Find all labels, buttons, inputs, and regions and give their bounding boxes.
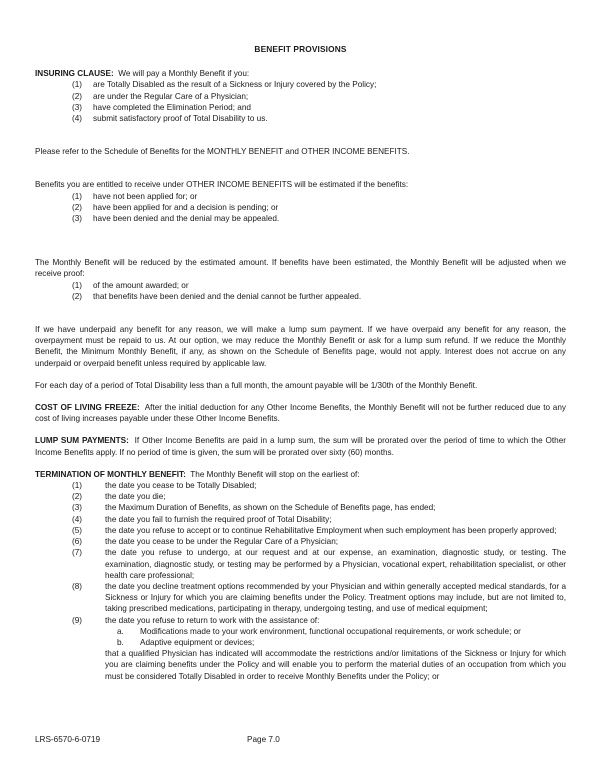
estimated-benefits-list <box>35 191 566 225</box>
cost-of-living-freeze-heading: COST OF LIVING FREEZE: <box>35 403 140 413</box>
reduction-lead: The Monthly Benefit will be reduced by the estimated amount. If benefits have been estimated, the Monthly Benefit will be adjusted when we receive proof: <box>35 258 566 279</box>
list-item <box>35 480 566 491</box>
list-marker: (3) <box>72 102 83 112</box>
list-item-text: the date you fail to furnish the required proof of Total Disability; <box>105 514 332 524</box>
list-marker: (7) <box>72 548 83 558</box>
sub-list-marker: a. <box>117 626 124 636</box>
sub-list-item <box>105 626 566 637</box>
insuring-clause-lead-text: We will pay a Monthly Benefit if you: <box>118 69 250 79</box>
termination-list <box>35 480 566 682</box>
list-item-text: the date you cease to be under the Regular Care of a Physician; <box>105 537 339 547</box>
list-marker: (1) <box>72 280 83 290</box>
partial-month-paragraph: For each day of a period of Total Disability less than a full month, the amount payable will be 1/30th of the Monthly Benefit. <box>35 380 478 390</box>
list-marker: (3) <box>72 503 83 513</box>
page-number: Page 7.0 <box>247 735 280 744</box>
document-body <box>35 44 566 682</box>
list-item <box>35 502 566 513</box>
estimated-benefits-lead: Benefits you are entitled to receive under OTHER INCOME BENEFITS will be estimated if the benefits: <box>35 180 409 190</box>
list-item <box>35 291 566 302</box>
page-footer <box>35 735 566 747</box>
list-item-text: the date you refuse to undergo, at our request and at our expense, an examination, diagnostic study, or testing. The examination, diagnostic study, or testing may be performed by a Physician, vocational expert, rehabilitation specialist, or other health care professional; <box>105 548 566 580</box>
list-item <box>35 525 566 536</box>
sub-list-marker: b. <box>117 637 124 647</box>
form-code: LRS-6570-6-0719 <box>35 735 101 744</box>
list-marker: (1) <box>72 80 83 90</box>
list-item <box>35 91 566 102</box>
schedule-reference-paragraph: Please refer to the Schedule of Benefits for the MONTHLY BENEFIT and OTHER INCOME BENEFITS. <box>35 147 410 157</box>
termination-lead-text: The Monthly Benefit will stop on the earliest of: <box>190 469 360 479</box>
list-marker: (2) <box>72 492 83 502</box>
list-item-text: the date you cease to be Totally Disabled; <box>105 481 257 491</box>
list-marker: (4) <box>72 114 83 124</box>
cost-of-living-freeze-paragraph <box>35 402 566 424</box>
spacer <box>35 391 566 402</box>
list-marker: (2) <box>72 91 83 101</box>
spacer <box>35 157 566 179</box>
list-item-text: of the amount awarded; or <box>93 280 189 290</box>
list-item-text: are under the Regular Care of a Physician; <box>93 91 249 101</box>
list-item-text: the date you refuse to return to work with the assistance of: <box>105 615 320 625</box>
list-marker: (6) <box>72 537 83 547</box>
list-item-text: submit satisfactory proof of Total Disability to us. <box>93 114 268 124</box>
termination-heading: TERMINATION OF MONTHLY BENEFIT: <box>35 469 186 479</box>
list-marker: (2) <box>72 202 83 212</box>
insuring-clause-lead <box>35 68 566 79</box>
overpayment-paragraph: If we have underpaid any benefit for any reason, we will make a lump sum payment. If we have overpaid any benefit for any reason, the overpayment must be repaid to us. At our option, we may reduce the Monthly Benefit or ask for a lump sum refund. If we reduce the Monthly Benefit, the Minimum Monthly Benefit, if any, as shown on the Schedule of Benefits page, would not apply. Interest does not accrue on any underpaid or overpaid benefit unless required by applicable law. <box>35 325 566 368</box>
termination-sublist <box>105 626 566 648</box>
list-marker: (8) <box>72 581 83 591</box>
list-item <box>35 514 566 525</box>
list-item-text: are Totally Disabled as the result of a Sickness or Injury covered by the Policy; <box>93 80 377 90</box>
list-item <box>35 79 566 90</box>
list-marker: (9) <box>72 615 83 625</box>
spacer <box>35 224 566 246</box>
cost-of-living-freeze-text: After the initial deduction for any Other Income Benefits, the Monthly Benefit will not be further reduced due to any cost of living increases payable under these Other Income Benefits. <box>35 403 566 424</box>
list-item-text: the date you decline treatment options recommended by your Physician and within generally accepted medical standards, for a Sickness or Injury for which you are claiming benefits under the Policy. Treatment options may include, but are not limited to, taking prescribed medications, participating in therapy, undergoing testing, and use of medical equipment; <box>105 581 566 614</box>
page-title: BENEFIT PROVISIONS <box>254 44 347 54</box>
list-marker: (3) <box>72 214 83 224</box>
list-item-text: have not been applied for; or <box>93 191 198 201</box>
list-item <box>35 202 566 213</box>
spacer <box>35 124 566 146</box>
list-item <box>35 113 566 124</box>
lump-sum-payments-text: If Other Income Benefits are paid in a lump sum, the sum will be prorated over the period of time to which the Other Income Benefits apply. If no period of time is given, the sum will be prorated over sixty (60) months. <box>35 436 566 457</box>
list-item-text: have been applied for and a decision is pending; or <box>93 202 279 212</box>
lump-sum-payments-heading: LUMP SUM PAYMENTS: <box>35 436 129 446</box>
reduction-list <box>35 280 566 302</box>
insuring-clause-heading: INSURING CLAUSE: <box>35 69 114 79</box>
list-item-text: that benefits have been denied and the denial cannot be further appealed. <box>93 291 362 301</box>
spacer <box>35 302 566 324</box>
list-item-text: have been denied and the denial may be appealed. <box>93 214 280 224</box>
list-item <box>35 581 566 615</box>
list-marker: (1) <box>72 481 83 491</box>
sub-list-item-text: Adaptive equipment or devices; <box>140 637 255 647</box>
list-item <box>35 547 566 581</box>
list-marker: (5) <box>72 525 83 535</box>
spacer <box>35 424 566 435</box>
list-item <box>35 491 566 502</box>
list-item <box>35 280 566 291</box>
list-marker: (1) <box>72 191 83 201</box>
spacer <box>35 246 566 257</box>
sub-list-item-text: Modifications made to your work environment, functional occupational requirements, or work schedule; or <box>140 626 521 636</box>
list-marker: (4) <box>72 514 83 524</box>
list-item-text: the date you die; <box>105 492 166 502</box>
list-item <box>35 213 566 224</box>
list-item <box>35 536 566 547</box>
termination-tail-text: that a qualified Physician has indicated will accommodate the restrictions and/or limitations of the Sickness or Injury for which you are claiming benefits under the Policy and will enable you to perform the material duties of an occupation from which you must be considered Totally Disabled in order to receive Monthly Benefits under the Policy; or <box>105 649 566 681</box>
list-item-text: the date you refuse to accept or to continue Rehabilitative Employment when such employment has been properly approved; <box>105 525 557 535</box>
lump-sum-payments-paragraph <box>35 435 566 457</box>
insuring-clause-list <box>35 79 566 124</box>
list-marker: (2) <box>72 291 83 301</box>
spacer <box>35 458 566 469</box>
list-item <box>35 615 566 682</box>
list-item <box>35 191 566 202</box>
list-item-text: the Maximum Duration of Benefits, as shown on the Schedule of Benefits page, has ended; <box>105 503 436 513</box>
sub-list-item <box>105 637 566 648</box>
list-item-text: have completed the Elimination Period; and <box>93 102 251 112</box>
list-item <box>35 102 566 113</box>
termination-lead <box>35 469 566 480</box>
spacer <box>35 369 566 380</box>
